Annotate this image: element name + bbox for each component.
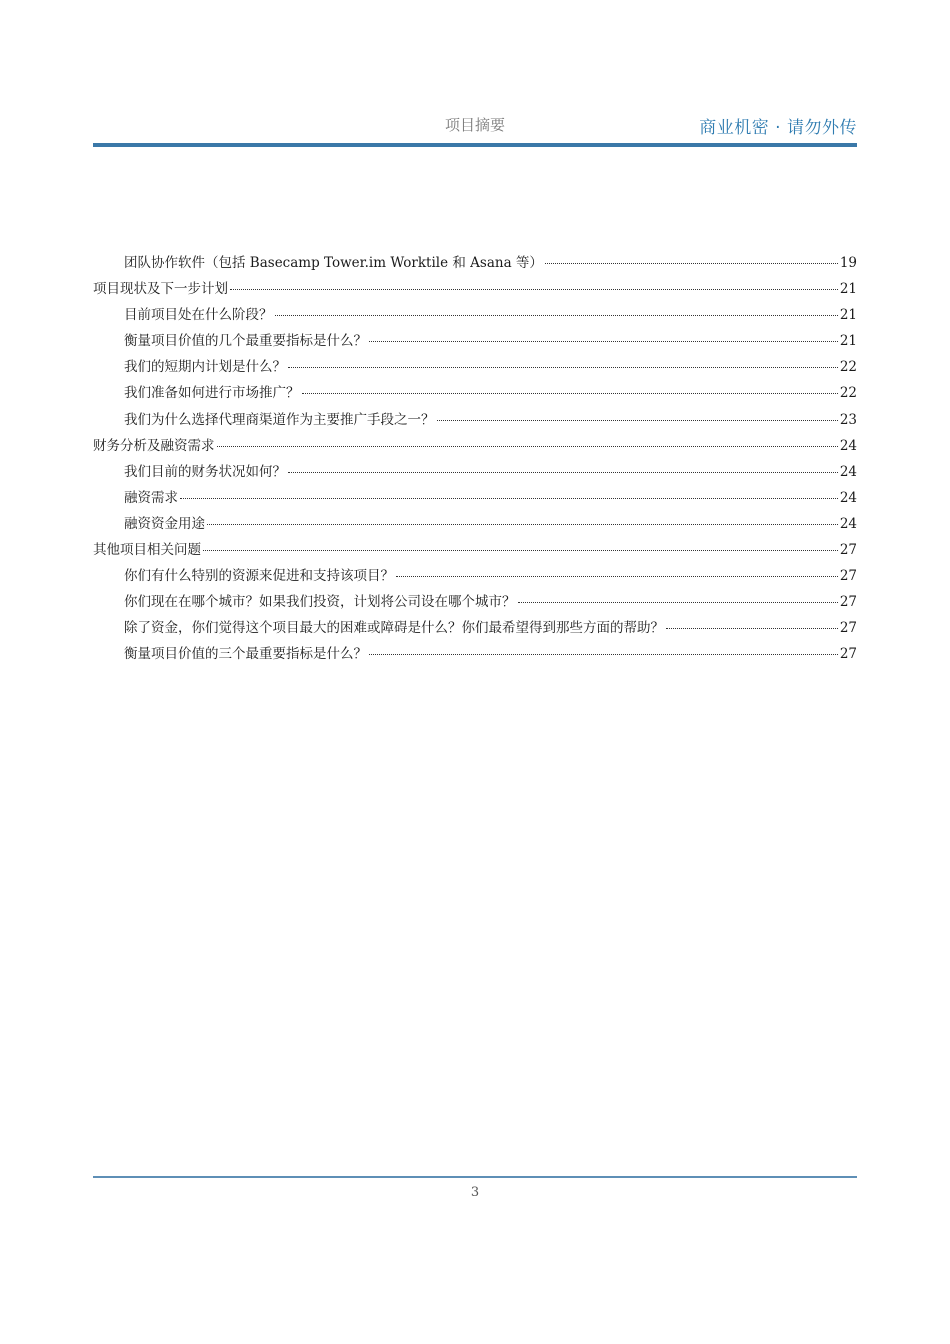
toc-entry-page: 23: [839, 411, 857, 428]
toc-entry-page: 27: [839, 620, 857, 637]
toc-dot-leader: [230, 277, 838, 290]
toc-dot-leader: [396, 564, 838, 577]
toc-entry-page: 21: [839, 281, 857, 298]
toc-dot-leader: [518, 590, 838, 603]
toc-dot-leader: [275, 303, 838, 316]
toc-entry-title: 衡量项目价值的几个最重要指标是什么？: [124, 333, 367, 350]
toc-dot-leader: [666, 616, 838, 629]
toc-entry[interactable]: [93, 488, 857, 514]
toc-entry-title: 我们目前的财务状况如何？: [124, 463, 286, 480]
toc-entry-title: 你们有什么特别的资源来促进和支持该项目？: [124, 568, 394, 585]
toc-dot-leader: [203, 538, 838, 551]
toc-entry-page: 21: [839, 333, 857, 350]
toc-dot-leader: [437, 408, 838, 421]
toc-dot-leader: [217, 434, 838, 447]
toc-entry-page: 21: [839, 307, 857, 324]
toc-entry-page: 24: [839, 515, 857, 532]
toc-entry[interactable]: [93, 618, 857, 644]
toc-entry-page: 22: [839, 385, 857, 402]
header-title: 项目摘要: [444, 116, 505, 134]
toc-entry[interactable]: [93, 436, 857, 462]
toc-entry[interactable]: [93, 305, 857, 331]
toc-entry[interactable]: [93, 253, 857, 279]
toc-dot-leader: [180, 486, 838, 499]
toc-entry-page: 27: [839, 568, 857, 585]
toc-dot-leader: [302, 381, 838, 394]
toc-entry[interactable]: [93, 279, 857, 305]
toc-entry-title: 我们准备如何进行市场推广？: [124, 385, 300, 402]
toc-dot-leader: [288, 460, 838, 473]
toc-entry-title: 衡量项目价值的三个最重要指标是什么？: [124, 646, 367, 663]
toc-entry-title: 项目现状及下一步计划: [93, 281, 228, 298]
toc-entry[interactable]: [93, 566, 857, 592]
toc-entry-title: 其他项目相关问题: [93, 542, 201, 559]
toc-entry-title: 融资资金用途: [124, 515, 205, 532]
toc-entry[interactable]: [93, 514, 857, 540]
toc-entry[interactable]: [93, 644, 857, 670]
toc-entry[interactable]: [93, 331, 857, 357]
toc-entry-title: 我们为什么选择代理商渠道作为主要推广手段之一？: [124, 411, 435, 428]
toc-dot-leader: [545, 251, 838, 264]
toc-entry[interactable]: [93, 592, 857, 618]
toc-dot-leader: [207, 512, 838, 525]
toc-dot-leader: [369, 642, 838, 655]
toc-entry[interactable]: [93, 540, 857, 566]
toc-entry-title: 目前项目处在什么阶段？: [124, 307, 273, 324]
table-of-contents: [93, 253, 857, 671]
toc-entry-page: 27: [839, 646, 857, 663]
toc-entry-page: 24: [839, 437, 857, 454]
header-divider: [93, 143, 857, 147]
confidential-label: 商业机密 · 请勿外传: [699, 118, 857, 138]
toc-entry-page: 24: [839, 489, 857, 506]
toc-entry-title: 我们的短期内计划是什么？: [124, 359, 286, 376]
footer-divider: [93, 1176, 857, 1178]
page-number: 3: [470, 1185, 480, 1200]
toc-entry[interactable]: [93, 410, 857, 436]
toc-entry-title: 财务分析及融资需求: [93, 437, 215, 454]
toc-entry-page: 19: [839, 255, 857, 271]
toc-entry-title: 除了资金，你们觉得这个项目最大的困难或障碍是什么？你们最希望得到那些方面的帮助？: [124, 620, 664, 637]
toc-dot-leader: [369, 329, 838, 342]
toc-entry[interactable]: [93, 357, 857, 383]
toc-entry[interactable]: [93, 383, 857, 409]
toc-entry[interactable]: [93, 462, 857, 488]
toc-entry-title: 你们现在在哪个城市？如果我们投资，计划将公司设在哪个城市？: [124, 594, 516, 611]
toc-entry-page: 27: [839, 542, 857, 559]
toc-entry-page: 24: [839, 463, 857, 480]
toc-dot-leader: [288, 355, 838, 368]
toc-entry-page: 27: [839, 594, 857, 611]
toc-entry-title: 团队协作软件（包括 Basecamp Tower.im Worktile 和 Asana 等）: [124, 255, 543, 271]
toc-entry-page: 22: [839, 359, 857, 376]
toc-entry-title: 融资需求: [124, 489, 178, 506]
